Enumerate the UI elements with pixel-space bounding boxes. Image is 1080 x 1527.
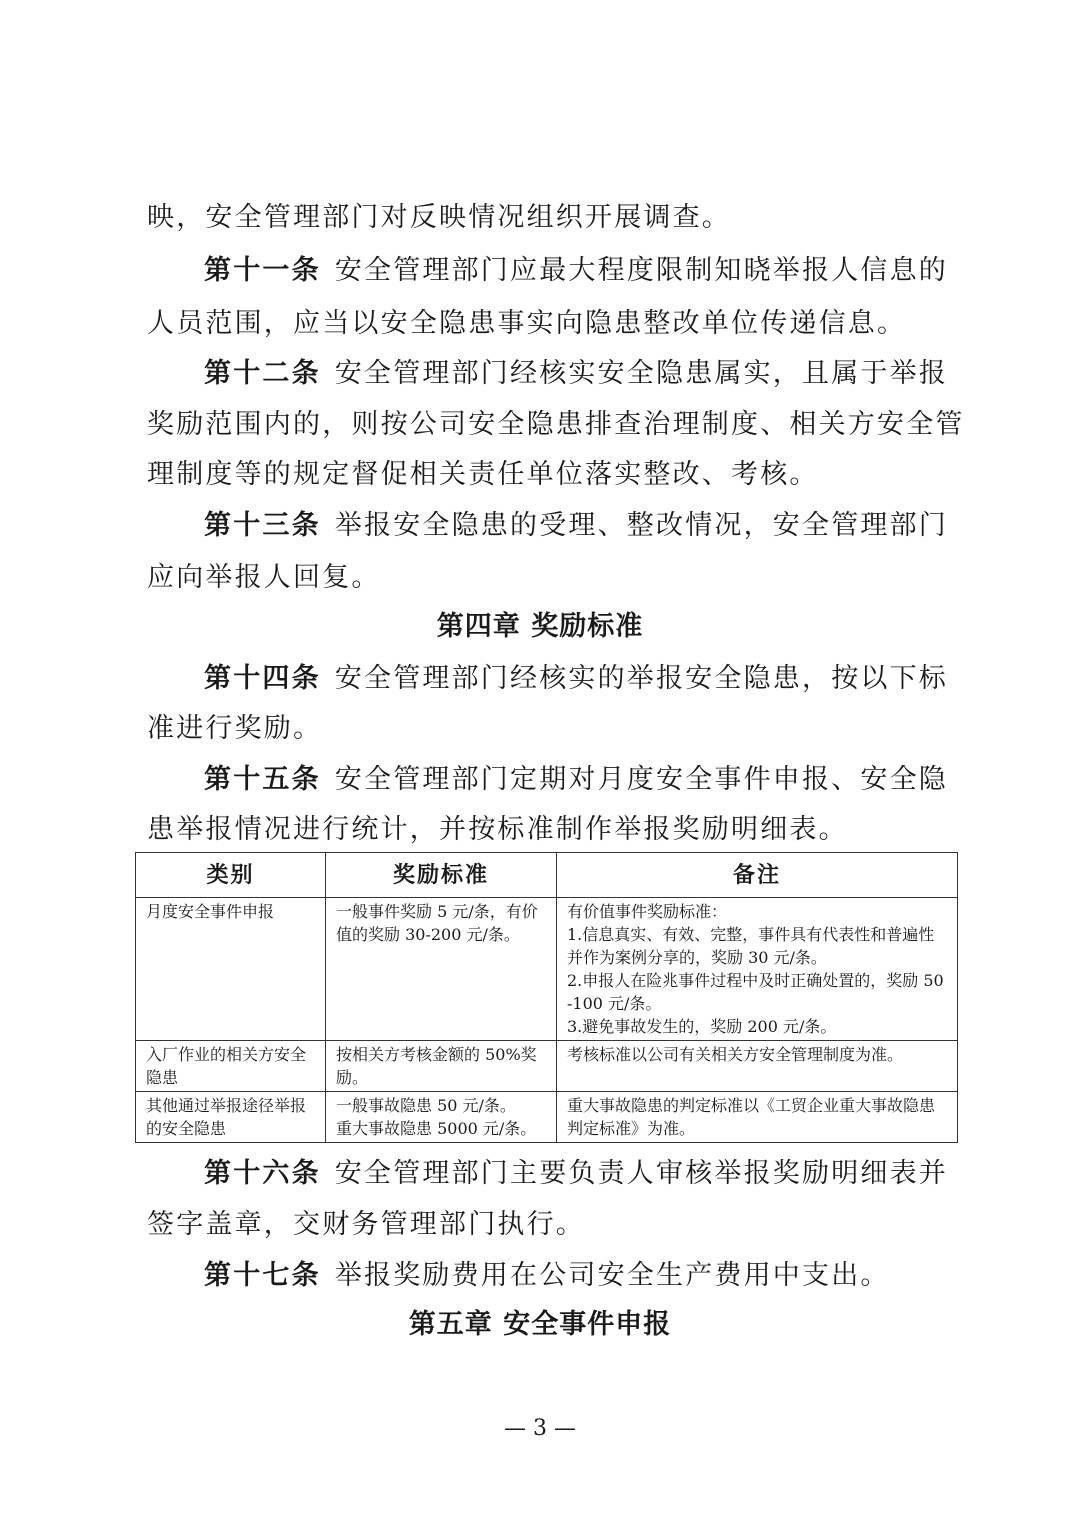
table-row [136, 898, 958, 1041]
note-line: 1.信息真实、有效、完整，事件具有代表性和普遍性并作为案例分享的，奖励 30 元/条。 [567, 925, 935, 967]
table-header-row [136, 853, 958, 898]
article-13-line-2: 应向举报人回复。 [147, 562, 381, 593]
row-standard: 按相关方考核金额的 50%奖励。 [326, 1041, 557, 1092]
article-11-line-1: 第十一条 安全管理部门应最大程度限制知晓举报人信息的 [204, 255, 949, 286]
row-category: 其他通过举报途径举报的安全隐患 [136, 1092, 326, 1143]
article-11-line-2: 人员范围，应当以安全隐患事实向隐患整改单位传递信息。 [147, 308, 907, 339]
row-category: 月度安全事件申报 [136, 898, 326, 1041]
row-note: 重大事故隐患的判定标准以《工贸企业重大事故隐患判定标准》为准。 [557, 1092, 958, 1143]
page-number: — 3 — [504, 1416, 576, 1441]
standard-line: 重大事故隐患 5000 元/条。 [336, 1119, 537, 1138]
chapter-4-title: 第四章 奖励标准 [436, 611, 644, 642]
article-13-label: 第十三条 [204, 510, 321, 541]
note-line: 有价值事件奖励标准： [567, 902, 728, 921]
article-16-line-1: 第十六条 安全管理部门主要负责人审核举报奖励明细表并 [204, 1158, 949, 1189]
article-14-line-2: 准进行奖励。 [147, 713, 323, 744]
article-15-line-2: 患举报情况进行统计，并按标准制作举报奖励明细表。 [147, 814, 848, 845]
table-row [136, 1041, 958, 1092]
note-line: 3.避免事故发生的，奖励 200 元/条。 [567, 1017, 837, 1036]
note-line: 2.申报人在险兆事件过程中及时正确处置的，奖励 50-100 元/条。 [567, 971, 944, 1013]
chapter-5-title: 第五章 安全事件申报 [408, 1309, 672, 1340]
standard-line: 一般事故隐患 50 元/条。 [336, 1096, 516, 1115]
table-row [136, 1092, 958, 1143]
row-note [557, 898, 958, 1041]
row-standard: 一般事件奖励 5 元/条，有价值的奖励 30-200 元/条。 [326, 898, 557, 1041]
article-13-line-1: 第十三条 举报安全隐患的受理、整改情况，安全管理部门 [204, 510, 949, 541]
article-14-line-1: 第十四条 安全管理部门经核实的举报安全隐患，按以下标 [204, 663, 949, 694]
row-note: 考核标准以公司有关相关方安全管理制度为准。 [557, 1041, 958, 1092]
article-16-label: 第十六条 [204, 1158, 321, 1189]
article-15-line-1: 第十五条 安全管理部门定期对月度安全事件申报、安全隐 [204, 764, 949, 795]
article-11-label: 第十一条 [204, 255, 321, 286]
header-note: 备注 [557, 853, 958, 898]
article-12-line-3: 理制度等的规定督促相关责任单位落实整改、考核。 [147, 459, 819, 490]
header-category: 类别 [136, 853, 326, 898]
article-17-label: 第十七条 [204, 1260, 321, 1291]
row-category: 入厂作业的相关方安全隐患 [136, 1041, 326, 1092]
header-standard: 奖励标准 [326, 853, 557, 898]
article-14-label: 第十四条 [204, 663, 321, 694]
reward-standard-table [135, 852, 958, 1143]
continuation-line: 映，安全管理部门对反映情况组织开展调查。 [147, 202, 731, 233]
article-17-line-1: 第十七条 举报奖励费用在公司安全生产费用中支出。 [204, 1260, 890, 1291]
article-15-label: 第十五条 [204, 764, 321, 795]
article-12-line-2: 奖励范围内的，则按公司安全隐患排查治理制度、相关方安全管 [147, 409, 965, 440]
row-standard [326, 1092, 557, 1143]
article-16-line-2: 签字盖章，交财务管理部门执行。 [147, 1209, 585, 1240]
article-12-label: 第十二条 [204, 358, 321, 389]
article-12-line-1: 第十二条 安全管理部门经核实安全隐患属实，且属于举报 [204, 358, 949, 389]
